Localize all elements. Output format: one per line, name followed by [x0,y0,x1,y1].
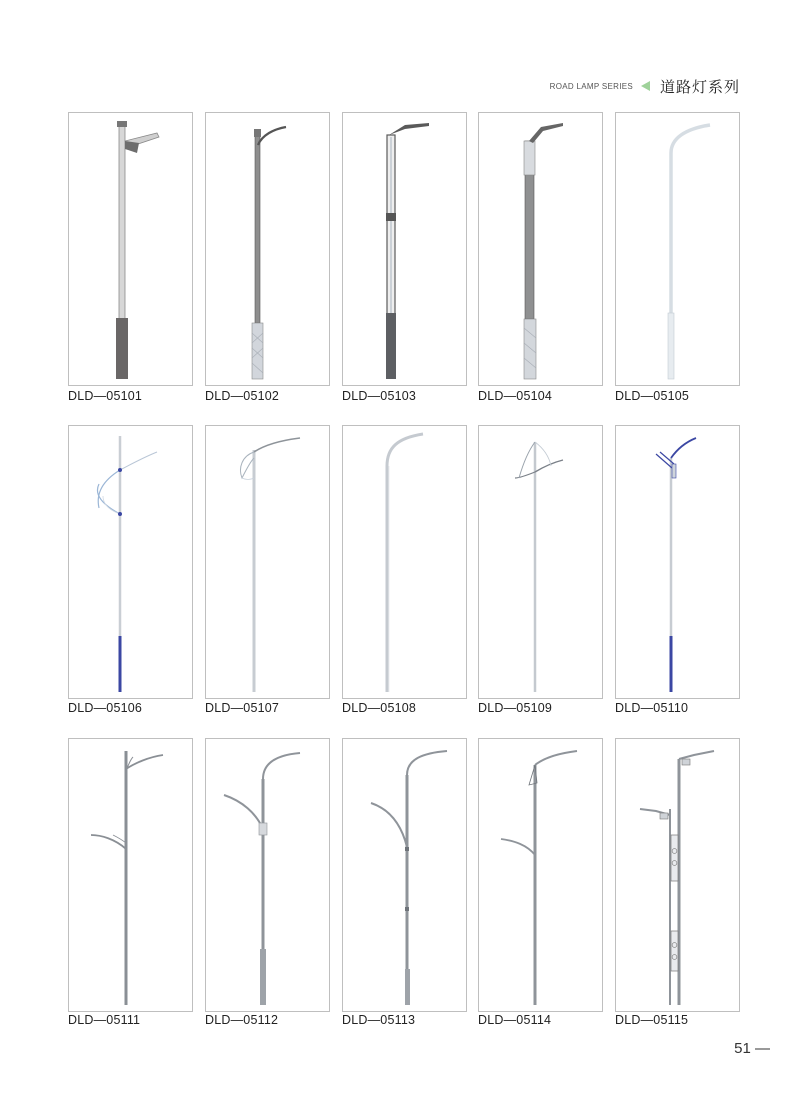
product-code: DLD—05114 [478,1013,552,1027]
product-code: DLD—05107 [205,701,280,715]
lamp-pole-icon [343,113,466,385]
lamp-pole-icon [479,426,602,698]
lamp-pole-icon [343,739,466,1011]
product-image-frame [68,738,193,1012]
lamp-pole-icon [616,113,739,385]
product-code: DLD—05101 [68,389,143,403]
product-code: DLD—05110 [615,701,689,715]
product-code: DLD—05102 [205,389,280,403]
product-code: DLD—05112 [205,1013,279,1027]
product-code: DLD—05115 [615,1013,689,1027]
lamp-pole-icon [69,426,192,698]
lamp-pole-icon [206,113,329,385]
product-code: DLD—05111 [68,1013,141,1027]
product-image-frame [205,425,330,699]
product-image-frame [615,425,740,699]
page-number: 51 — [734,1040,770,1057]
product-image-frame [615,738,740,1012]
product-image-frame [342,112,467,386]
lamp-pole-icon [343,426,466,698]
product-code: DLD—05103 [342,389,417,403]
product-image-frame [205,738,330,1012]
lamp-pole-icon [616,426,739,698]
product-code: DLD—05106 [68,701,143,715]
product-image-frame [342,425,467,699]
lamp-pole-icon [479,739,602,1011]
lamp-pole-icon [69,739,192,1011]
product-image-frame [68,425,193,699]
product-image-frame [478,425,603,699]
product-code: DLD—05108 [342,701,417,715]
product-image-frame [615,112,740,386]
series-title-en: ROAD LAMP SERIES [549,81,633,91]
product-image-frame [478,112,603,386]
series-title-cn: 道路灯系列 [659,77,740,96]
product-code: DLD—05113 [342,1013,416,1027]
product-image-frame [68,112,193,386]
product-image-frame [342,738,467,1012]
product-image-frame [205,112,330,386]
product-code: DLD—05104 [478,389,553,403]
product-code: DLD—05109 [478,701,553,715]
product-code: DLD—05105 [615,389,690,403]
product-image-frame [478,738,603,1012]
lamp-pole-icon [206,739,329,1011]
lamp-pole-icon [616,739,739,1011]
lamp-pole-icon [206,426,329,698]
lamp-pole-icon [479,113,602,385]
lamp-pole-icon [69,113,192,385]
